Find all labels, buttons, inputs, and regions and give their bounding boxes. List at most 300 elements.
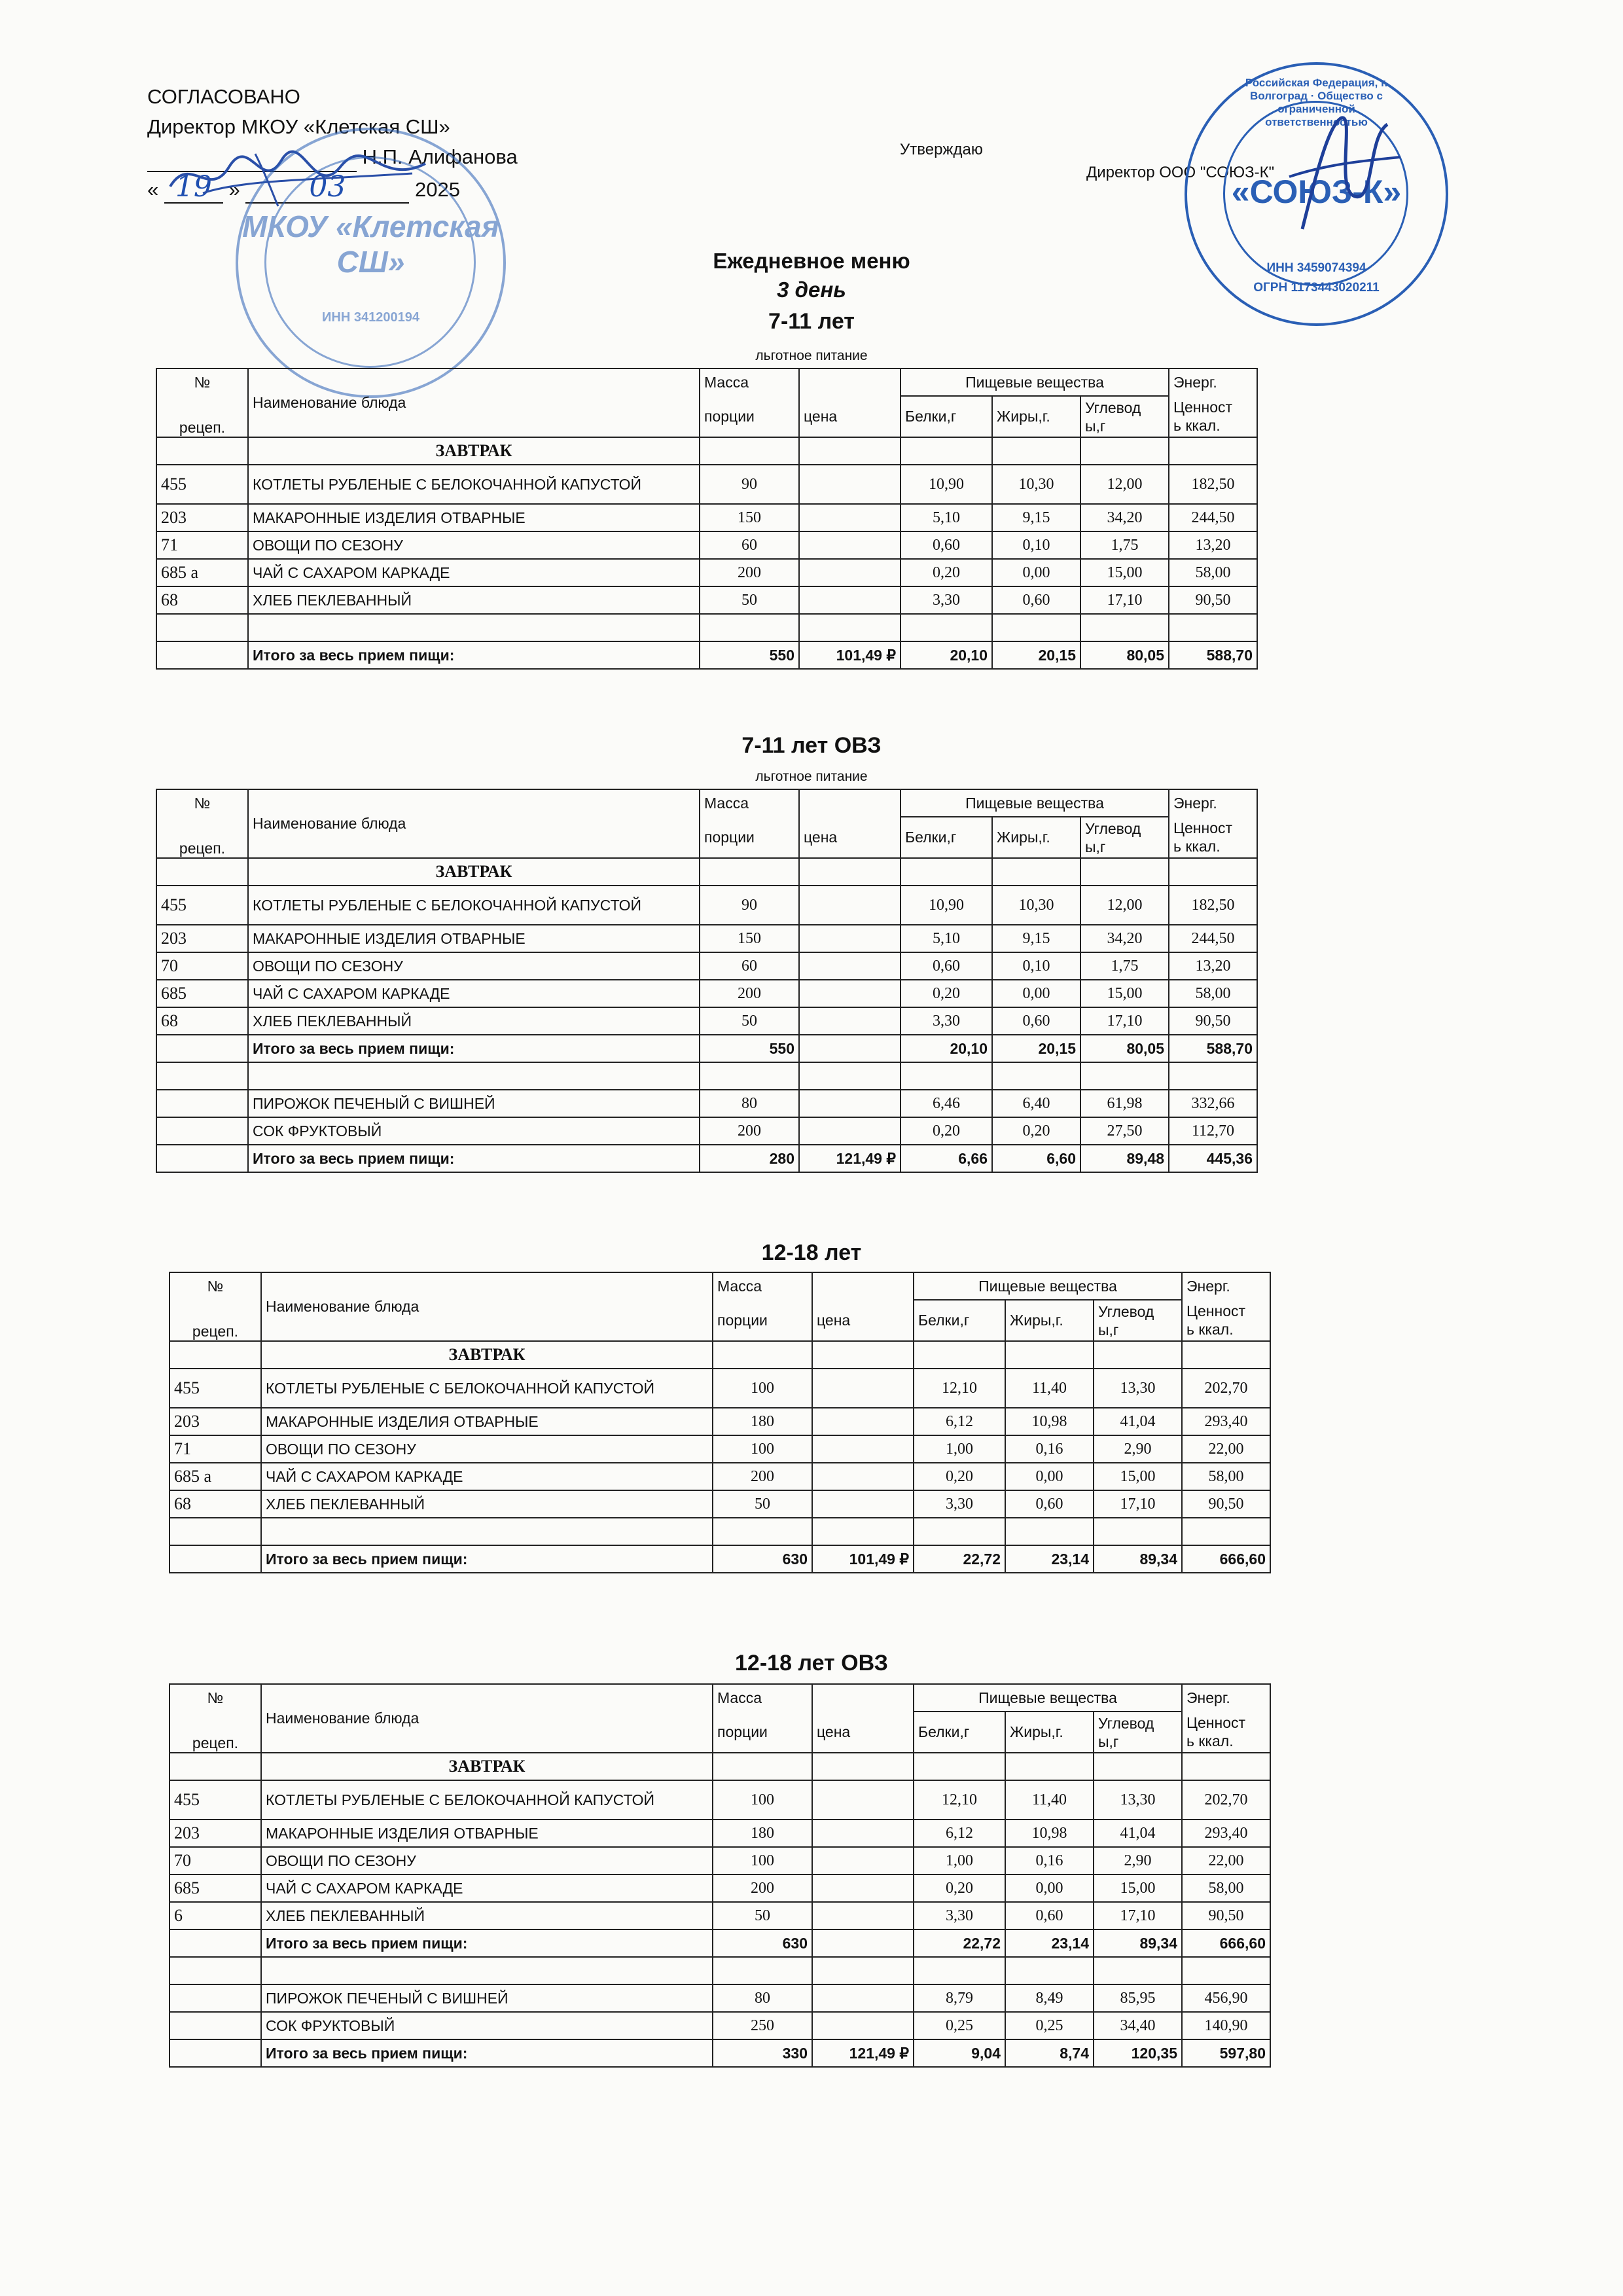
empty-cell <box>169 1957 261 1984</box>
empty-cell <box>799 614 901 641</box>
table-row <box>169 1874 1270 1902</box>
dish-name: ОВОЩИ ПО СЕЗОНУ <box>248 531 700 559</box>
portion-mass: 50 <box>700 586 799 614</box>
energy-cell: 244,50 <box>1169 925 1257 952</box>
dish-name: ОВОЩИ ПО СЕЗОНУ <box>261 1847 713 1874</box>
total-carb: 89,34 <box>1094 1929 1182 1957</box>
recipe-code: 203 <box>169 1408 261 1435</box>
header-rec: рецеп. <box>156 817 248 858</box>
carb-cell: 15,00 <box>1094 1463 1182 1490</box>
empty-cell <box>1169 858 1257 886</box>
date-open-quote: « <box>147 178 159 201</box>
empty-cell <box>992 614 1080 641</box>
empty-cell <box>1094 1518 1182 1545</box>
stamp-right-inn: ИНН 3459074394 <box>1266 261 1366 275</box>
energy-cell: 90,50 <box>1169 1007 1257 1035</box>
total-mass: 550 <box>700 641 799 669</box>
recipe-code: 455 <box>156 886 248 925</box>
header-rec-no: № <box>156 789 248 817</box>
recipe-code: 685 <box>156 980 248 1007</box>
header-rec: рецеп. <box>156 396 248 437</box>
fat-cell: 0,60 <box>992 586 1080 614</box>
price-cell <box>812 1874 914 1902</box>
header-mass: Масса <box>713 1684 812 1712</box>
total-fat: 23,14 <box>1005 1545 1094 1573</box>
total-label: Итого за весь прием пищи: <box>248 1145 700 1172</box>
total-carb: 89,48 <box>1080 1145 1169 1172</box>
energy-cell: 13,20 <box>1169 531 1257 559</box>
fat-cell: 9,15 <box>992 504 1080 531</box>
recipe-code: 70 <box>156 952 248 980</box>
header-nutrients: Пищевые вещества <box>901 368 1169 396</box>
price-cell <box>799 465 901 504</box>
table-row <box>169 1820 1270 1847</box>
portion-mass: 50 <box>713 1902 812 1929</box>
total-label: Итого за весь прием пищи: <box>261 1929 713 1957</box>
table-row <box>169 1984 1270 2012</box>
empty-cell <box>261 1518 713 1545</box>
empty-cell <box>812 1957 914 1984</box>
table-row <box>169 1463 1270 1490</box>
header-protein: Белки,г <box>901 817 992 858</box>
empty-cell <box>1182 1753 1270 1780</box>
price-cell <box>812 1820 914 1847</box>
empty-cell <box>261 1957 713 1984</box>
energy-cell: 140,90 <box>1182 2012 1270 2039</box>
energy-cell: 22,00 <box>1182 1435 1270 1463</box>
empty-cell <box>1094 1957 1182 1984</box>
empty-cell <box>700 1062 799 1090</box>
fat-cell: 11,40 <box>1005 1369 1094 1408</box>
empty-cell <box>1080 614 1169 641</box>
empty-row <box>156 614 1257 641</box>
portion-mass: 150 <box>700 925 799 952</box>
energy-cell: 456,90 <box>1182 1984 1270 2012</box>
fat-cell: 0,00 <box>992 980 1080 1007</box>
total-carb: 89,34 <box>1094 1545 1182 1573</box>
header-carb: Углевод ы,г <box>1080 396 1169 437</box>
table-row <box>169 1435 1270 1463</box>
table-row <box>156 1090 1257 1117</box>
fat-cell: 0,20 <box>992 1117 1080 1145</box>
fat-cell: 8,49 <box>1005 1984 1094 2012</box>
dish-name: МАКАРОННЫЕ ИЗДЕЛИЯ ОТВАРНЫЕ <box>248 504 700 531</box>
header-energy-value: Ценност ь ккал. <box>1169 396 1257 437</box>
approved-position: Директор ООО "СОЮЗ-К" <box>1086 164 1275 181</box>
carb-cell: 15,00 <box>1094 1874 1182 1902</box>
portion-mass: 60 <box>700 952 799 980</box>
energy-cell: 58,00 <box>1169 559 1257 586</box>
portion-mass: 200 <box>700 1117 799 1145</box>
empty-cell <box>713 1518 812 1545</box>
carb-cell: 17,10 <box>1094 1490 1182 1518</box>
date-close-quote: » <box>228 178 240 201</box>
fat-cell: 10,98 <box>1005 1820 1094 1847</box>
dish-name: ХЛЕБ ПЕКЛЕВАННЫЙ <box>261 1902 713 1929</box>
table-row <box>169 2012 1270 2039</box>
empty-cell <box>914 1753 1005 1780</box>
empty-cell <box>1182 1518 1270 1545</box>
header-energy: Энерг. <box>1182 1272 1270 1300</box>
recipe-code <box>156 1117 248 1145</box>
dish-name: ОВОЩИ ПО СЕЗОНУ <box>261 1435 713 1463</box>
dish-name: КОТЛЕТЫ РУБЛЕНЫЕ С БЕЛОКОЧАННОЙ КАПУСТОЙ <box>248 886 700 925</box>
total-fat: 23,14 <box>1005 1929 1094 1957</box>
empty-cell <box>156 1062 248 1090</box>
empty-cell <box>914 1341 1005 1369</box>
header-row <box>156 368 1257 396</box>
empty-cell <box>156 614 248 641</box>
fat-cell: 0,60 <box>1005 1902 1094 1929</box>
portion-mass: 100 <box>713 1847 812 1874</box>
date-year: 2025 <box>415 178 460 201</box>
table-row <box>169 1369 1270 1408</box>
total-energy: 666,60 <box>1182 1545 1270 1573</box>
empty-cell <box>1094 1341 1182 1369</box>
recipe-code <box>169 1341 261 1369</box>
carb-cell: 61,98 <box>1080 1090 1169 1117</box>
price-cell <box>799 559 901 586</box>
empty-cell <box>812 1518 914 1545</box>
empty-cell <box>169 1518 261 1545</box>
protein-cell: 3,30 <box>901 1007 992 1035</box>
approval-heading: СОГЛАСОВАНО <box>147 85 300 108</box>
dish-name: КОТЛЕТЫ РУБЛЕНЫЕ С БЕЛОКОЧАННОЙ КАПУСТОЙ <box>248 465 700 504</box>
dish-name: КОТЛЕТЫ РУБЛЕНЫЕ С БЕЛОКОЧАННОЙ КАПУСТОЙ <box>261 1369 713 1408</box>
total-protein: 22,72 <box>914 1929 1005 1957</box>
carb-cell: 13,30 <box>1094 1369 1182 1408</box>
total-protein: 22,72 <box>914 1545 1005 1573</box>
empty-cell <box>1182 1341 1270 1369</box>
price-cell <box>799 886 901 925</box>
empty-cell <box>901 1062 992 1090</box>
recipe-code: 455 <box>156 465 248 504</box>
recipe-code <box>169 1545 261 1573</box>
header-nutrients: Пищевые вещества <box>901 789 1169 817</box>
date-month: 03 <box>245 172 409 204</box>
document-day: 3 день <box>777 278 846 302</box>
empty-cell <box>1005 1753 1094 1780</box>
recipe-code: 455 <box>169 1780 261 1820</box>
protein-cell: 0,20 <box>901 559 992 586</box>
header-price-top <box>799 368 901 396</box>
dish-name: ЧАЙ С САХАРОМ КАРКАДЕ <box>261 1463 713 1490</box>
section-title-1: 7-11 лет <box>768 309 855 334</box>
carb-cell: 12,00 <box>1080 886 1169 925</box>
header-protein: Белки,г <box>914 1712 1005 1753</box>
energy-cell: 293,40 <box>1182 1408 1270 1435</box>
carb-cell: 1,75 <box>1080 531 1169 559</box>
carb-cell: 34,20 <box>1080 925 1169 952</box>
meal-row <box>169 1341 1270 1369</box>
header-price: цена <box>799 396 901 437</box>
header-energy: Энерг. <box>1182 1684 1270 1712</box>
total-fat: 6,60 <box>992 1145 1080 1172</box>
dish-name: ЧАЙ С САХАРОМ КАРКАДЕ <box>248 980 700 1007</box>
date-day: 19 <box>164 172 223 204</box>
empty-cell <box>901 614 992 641</box>
header-rec: рецеп. <box>169 1300 261 1341</box>
meal-row <box>156 437 1257 465</box>
fat-cell: 0,00 <box>992 559 1080 586</box>
price-cell <box>799 980 901 1007</box>
total-energy: 445,36 <box>1169 1145 1257 1172</box>
dish-name: КОТЛЕТЫ РУБЛЕНЫЕ С БЕЛОКОЧАННОЙ КАПУСТОЙ <box>261 1780 713 1820</box>
dish-name: ОВОЩИ ПО СЕЗОНУ <box>248 952 700 980</box>
empty-cell <box>700 437 799 465</box>
total-label: Итого за весь прием пищи: <box>261 2039 713 2067</box>
recipe-code: 70 <box>169 1847 261 1874</box>
protein-cell: 0,20 <box>914 1463 1005 1490</box>
energy-cell: 293,40 <box>1182 1820 1270 1847</box>
dish-name: ПИРОЖОК ПЕЧЕНЫЙ С ВИШНЕЙ <box>261 1984 713 2012</box>
dish-name: ЧАЙ С САХАРОМ КАРКАДЕ <box>261 1874 713 1902</box>
total-fat: 8,74 <box>1005 2039 1094 2067</box>
table-row <box>156 559 1257 586</box>
total-carb: 120,35 <box>1094 2039 1182 2067</box>
recipe-code: 203 <box>156 504 248 531</box>
empty-cell <box>1005 1341 1094 1369</box>
total-row <box>169 2039 1270 2067</box>
protein-cell: 3,30 <box>914 1902 1005 1929</box>
price-cell <box>812 1490 914 1518</box>
header-protein: Белки,г <box>901 396 992 437</box>
dish-name: МАКАРОННЫЕ ИЗДЕЛИЯ ОТВАРНЫЕ <box>261 1820 713 1847</box>
header-mass: Масса <box>700 789 799 817</box>
price-cell <box>812 1435 914 1463</box>
empty-cell <box>799 1062 901 1090</box>
recipe-code <box>169 1929 261 1957</box>
meal-label: ЗАВТРАК <box>261 1753 713 1780</box>
empty-cell <box>1169 614 1257 641</box>
total-row <box>169 1545 1270 1573</box>
price-cell <box>799 952 901 980</box>
header-protein: Белки,г <box>914 1300 1005 1341</box>
empty-cell <box>901 437 992 465</box>
price-cell <box>812 1408 914 1435</box>
price-cell <box>799 586 901 614</box>
energy-cell: 90,50 <box>1182 1902 1270 1929</box>
empty-cell <box>713 1341 812 1369</box>
fat-cell: 0,00 <box>1005 1463 1094 1490</box>
dish-name: ПИРОЖОК ПЕЧЕНЫЙ С ВИШНЕЙ <box>248 1090 700 1117</box>
protein-cell: 3,30 <box>914 1490 1005 1518</box>
dish-name: СОК ФРУКТОВЫЙ <box>261 2012 713 2039</box>
total-carb: 80,05 <box>1080 1035 1169 1062</box>
recipe-code <box>169 1984 261 2012</box>
stamp-left-text: МКОУ «Клетская СШ» <box>242 209 499 279</box>
empty-cell <box>992 1062 1080 1090</box>
header-energy: Энерг. <box>1169 368 1257 396</box>
approval-name: Н.П. Алифанова <box>362 145 518 168</box>
header-rec: рецеп. <box>169 1712 261 1753</box>
empty-row <box>169 1957 1270 1984</box>
header-energy: Энерг. <box>1169 789 1257 817</box>
total-mass: 550 <box>700 1035 799 1062</box>
total-price: 121,49 ₽ <box>799 1145 901 1172</box>
recipe-code: 203 <box>156 925 248 952</box>
carb-cell: 1,75 <box>1080 952 1169 980</box>
fat-cell: 0,16 <box>1005 1435 1094 1463</box>
total-energy: 588,70 <box>1169 641 1257 669</box>
protein-cell: 10,90 <box>901 886 992 925</box>
total-protein: 6,66 <box>901 1145 992 1172</box>
empty-cell <box>1080 858 1169 886</box>
total-fat: 20,15 <box>992 641 1080 669</box>
total-carb: 80,05 <box>1080 641 1169 669</box>
energy-cell: 58,00 <box>1182 1874 1270 1902</box>
empty-cell <box>713 1957 812 1984</box>
header-dish: Наименование блюда <box>261 1684 713 1753</box>
fat-cell: 0,60 <box>1005 1490 1094 1518</box>
protein-cell: 0,20 <box>901 980 992 1007</box>
energy-cell: 182,50 <box>1169 886 1257 925</box>
protein-cell: 0,60 <box>901 531 992 559</box>
stamp-left-inn: ИНН 341200194 <box>322 310 419 325</box>
carb-cell: 2,90 <box>1094 1847 1182 1874</box>
total-energy: 588,70 <box>1169 1035 1257 1062</box>
recipe-code <box>156 1090 248 1117</box>
table-row <box>156 980 1257 1007</box>
recipe-code: 68 <box>156 586 248 614</box>
carb-cell: 12,00 <box>1080 465 1169 504</box>
protein-cell: 5,10 <box>901 925 992 952</box>
meal-row <box>169 1753 1270 1780</box>
header-carb: Углевод ы,г <box>1094 1712 1182 1753</box>
fat-cell: 0,16 <box>1005 1847 1094 1874</box>
meal-label: ЗАВТРАК <box>261 1341 713 1369</box>
menu-table <box>169 1683 1271 2068</box>
total-row <box>156 641 1257 669</box>
empty-cell <box>992 437 1080 465</box>
portion-mass: 150 <box>700 504 799 531</box>
header-row <box>169 1272 1270 1300</box>
protein-cell: 3,30 <box>901 586 992 614</box>
portion-mass: 200 <box>700 980 799 1007</box>
total-price: 101,49 ₽ <box>799 641 901 669</box>
total-energy: 666,60 <box>1182 1929 1270 1957</box>
recipe-code <box>169 2039 261 2067</box>
empty-cell <box>1169 437 1257 465</box>
empty-cell <box>248 614 700 641</box>
header-rec-no: № <box>156 368 248 396</box>
fat-cell: 0,10 <box>992 952 1080 980</box>
dish-name: ХЛЕБ ПЕКЛЕВАННЫЙ <box>248 1007 700 1035</box>
protein-cell: 1,00 <box>914 1847 1005 1874</box>
portion-mass: 90 <box>700 465 799 504</box>
portion-mass: 180 <box>713 1820 812 1847</box>
header-price: цена <box>812 1300 914 1341</box>
empty-cell <box>901 858 992 886</box>
price-cell <box>812 1847 914 1874</box>
empty-cell <box>713 1753 812 1780</box>
empty-cell <box>1182 1957 1270 1984</box>
energy-cell: 58,00 <box>1169 980 1257 1007</box>
carb-cell: 13,30 <box>1094 1780 1182 1820</box>
signature-right-icon <box>1276 98 1407 242</box>
portion-mass: 50 <box>713 1490 812 1518</box>
header-nutrients: Пищевые вещества <box>914 1684 1182 1712</box>
recipe-code <box>156 1035 248 1062</box>
meal-row <box>156 858 1257 886</box>
fat-cell: 0,00 <box>1005 1874 1094 1902</box>
header-row <box>169 1684 1270 1712</box>
energy-cell: 112,70 <box>1169 1117 1257 1145</box>
header-portion: порции <box>700 396 799 437</box>
section-subtitle-1: льготное питание <box>755 348 868 363</box>
recipe-code <box>156 858 248 886</box>
energy-cell: 13,20 <box>1169 952 1257 980</box>
empty-cell <box>914 1518 1005 1545</box>
carb-cell: 2,90 <box>1094 1435 1182 1463</box>
empty-cell <box>700 614 799 641</box>
recipe-code: 685 а <box>169 1463 261 1490</box>
total-mass: 330 <box>713 2039 812 2067</box>
price-cell <box>812 1780 914 1820</box>
dish-name: ХЛЕБ ПЕКЛЕВАННЫЙ <box>248 586 700 614</box>
recipe-code <box>156 1145 248 1172</box>
header-energy-value: Ценност ь ккал. <box>1182 1300 1270 1341</box>
portion-mass: 50 <box>700 1007 799 1035</box>
table-row <box>156 586 1257 614</box>
portion-mass: 90 <box>700 886 799 925</box>
total-energy: 597,80 <box>1182 2039 1270 2067</box>
header-rec-no: № <box>169 1272 261 1300</box>
empty-cell <box>799 437 901 465</box>
price-cell <box>812 1902 914 1929</box>
table-row <box>169 1408 1270 1435</box>
total-price: 101,49 ₽ <box>812 1545 914 1573</box>
empty-cell <box>799 858 901 886</box>
header-price-top <box>799 789 901 817</box>
header-portion: порции <box>713 1712 812 1753</box>
recipe-code <box>169 2012 261 2039</box>
empty-cell <box>1094 1753 1182 1780</box>
price-cell <box>799 504 901 531</box>
approved-label: Утверждаю <box>900 141 983 158</box>
carb-cell: 17,10 <box>1080 1007 1169 1035</box>
dish-name: МАКАРОННЫЕ ИЗДЕЛИЯ ОТВАРНЫЕ <box>248 925 700 952</box>
header-price: цена <box>799 817 901 858</box>
table-row <box>156 1007 1257 1035</box>
header-fat: Жиры,г. <box>1005 1300 1094 1341</box>
recipe-code <box>156 641 248 669</box>
menu-table <box>169 1272 1271 1573</box>
empty-cell <box>992 858 1080 886</box>
header-dish: Наименование блюда <box>248 368 700 437</box>
empty-cell <box>1080 1062 1169 1090</box>
carb-cell: 34,40 <box>1094 2012 1182 2039</box>
price-cell <box>799 1117 901 1145</box>
price-cell <box>812 2012 914 2039</box>
protein-cell: 1,00 <box>914 1435 1005 1463</box>
fat-cell: 10,30 <box>992 465 1080 504</box>
stamp-right-center: «СОЮЗ-К» <box>1231 173 1402 210</box>
table-row <box>156 886 1257 925</box>
stamp-right-ring: Российская Федерация, г. Волгоград · Общество с ограниченной ответственностью <box>1245 77 1388 128</box>
recipe-code: 6 <box>169 1902 261 1929</box>
header-price: цена <box>812 1712 914 1753</box>
portion-mass: 100 <box>713 1435 812 1463</box>
header-fat: Жиры,г. <box>992 396 1080 437</box>
empty-row <box>169 1518 1270 1545</box>
energy-cell: 22,00 <box>1182 1847 1270 1874</box>
portion-mass: 60 <box>700 531 799 559</box>
recipe-code: 68 <box>169 1490 261 1518</box>
total-price <box>799 1035 901 1062</box>
header-price-top <box>812 1272 914 1300</box>
protein-cell: 12,10 <box>914 1780 1005 1820</box>
